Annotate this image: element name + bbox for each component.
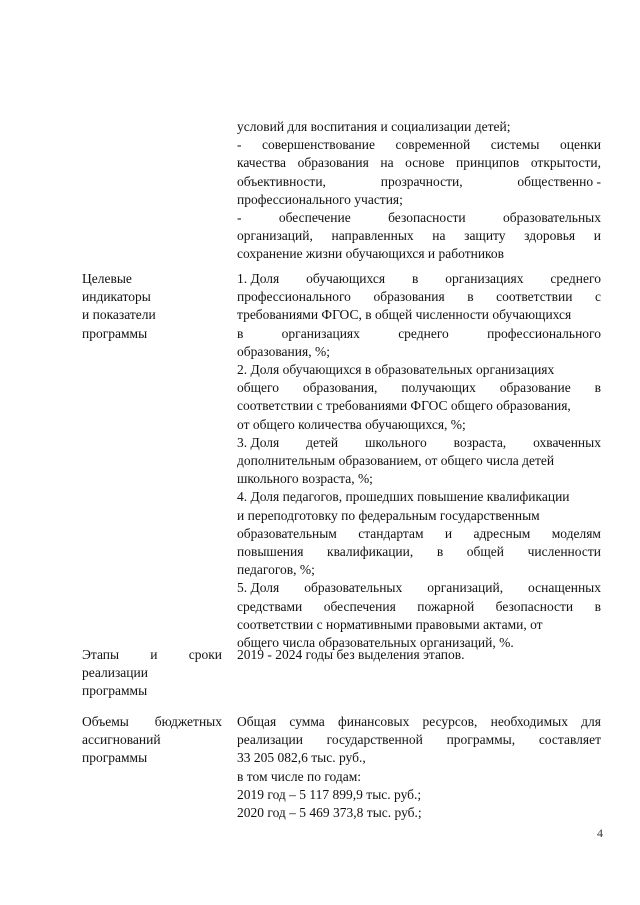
goal-line: сохранение жизни обучающихся и работников: [237, 246, 505, 262]
budget-content: [237, 713, 601, 822]
label-budget: Объемы бюджетных ассигнований программы: [82, 714, 222, 766]
indicator-line: повышения квалификации, в общей численности: [237, 544, 601, 560]
goal-line: организаций, направленных на защиту здоровья и: [237, 228, 601, 244]
label-stages: Этапы и сроки реализации программы: [82, 647, 222, 699]
indicator-line: 4. Доля педагогов, прошедших повышение квалификации: [237, 489, 570, 505]
goal-line: - обеспечение безопасности образовательных: [237, 210, 601, 226]
indicator-line: школьного возраста, %;: [237, 471, 373, 487]
budget-line: 33 205 082,6 тыс. руб.,: [237, 750, 366, 766]
indicator-line: общего числа образовательных организаций, %.: [237, 635, 514, 651]
goal-line: качества образования на основе принципов открытости,: [237, 155, 601, 171]
goal-line: условий для воспитания и социализации детей;: [237, 119, 511, 134]
stages-content: [237, 646, 601, 664]
indicator-line: образования, %;: [237, 343, 330, 359]
indicator-line: общего образования, получающих образование в: [237, 380, 601, 396]
budget-line: реализации государственной программы, составляет: [237, 732, 601, 748]
indicator-line: соответствии с требованиями ФГОС общего образования,: [237, 398, 571, 414]
targets-content: [237, 270, 601, 652]
indicator-line: профессионального образования в соответствии с: [237, 289, 601, 305]
label-targets: Целевые индикаторы и показатели программы: [82, 271, 156, 341]
stages-text: 2019 - 2024 годы без выделения этапов.: [237, 647, 465, 662]
budget-line: 2020 год – 5 469 373,8 тыс. руб.;: [237, 805, 422, 821]
indicator-line: соответствии с нормативными правовыми актами, от: [237, 616, 543, 632]
budget-line: в том числе по годам:: [237, 768, 362, 784]
indicator-line: 3. Доля детей школьного возраста, охваченных: [237, 434, 601, 450]
indicator-line: 1. Доля обучающихся в организациях среднего: [237, 271, 601, 286]
goal-line: - совершенствование современной системы оценки: [237, 137, 601, 153]
indicator-line: 5. Доля образовательных организаций, оснащенных: [237, 580, 601, 596]
goals-continuation: [237, 118, 601, 264]
indicator-line: педагогов, %;: [237, 562, 315, 578]
indicator-line: от общего количества обучающихся, %;: [237, 416, 466, 432]
page-number: 4: [597, 826, 603, 840]
budget-line: Общая сумма финансовых ресурсов, необходимых для: [237, 714, 601, 729]
indicator-line: и переподготовку по федеральным государственным: [237, 507, 540, 523]
indicator-line: в организациях среднего профессионального: [237, 325, 601, 341]
indicator-line: 2. Доля обучающихся в образовательных организациях: [237, 362, 555, 378]
indicator-line: средствами обеспечения пожарной безопасности в: [237, 598, 601, 614]
indicator-line: требованиями ФГОС, в общей численности обучающихся: [237, 307, 572, 323]
budget-line: 2019 год – 5 117 899,9 тыс. руб.;: [237, 786, 422, 802]
indicator-line: образовательным стандартам и адресным моделям: [237, 525, 601, 541]
goal-line: профессионального участия;: [237, 191, 403, 207]
goal-line: объективности, прозрачности, общественно -: [237, 173, 601, 189]
indicator-line: дополнительным образованием, от общего числа детей: [237, 453, 555, 469]
